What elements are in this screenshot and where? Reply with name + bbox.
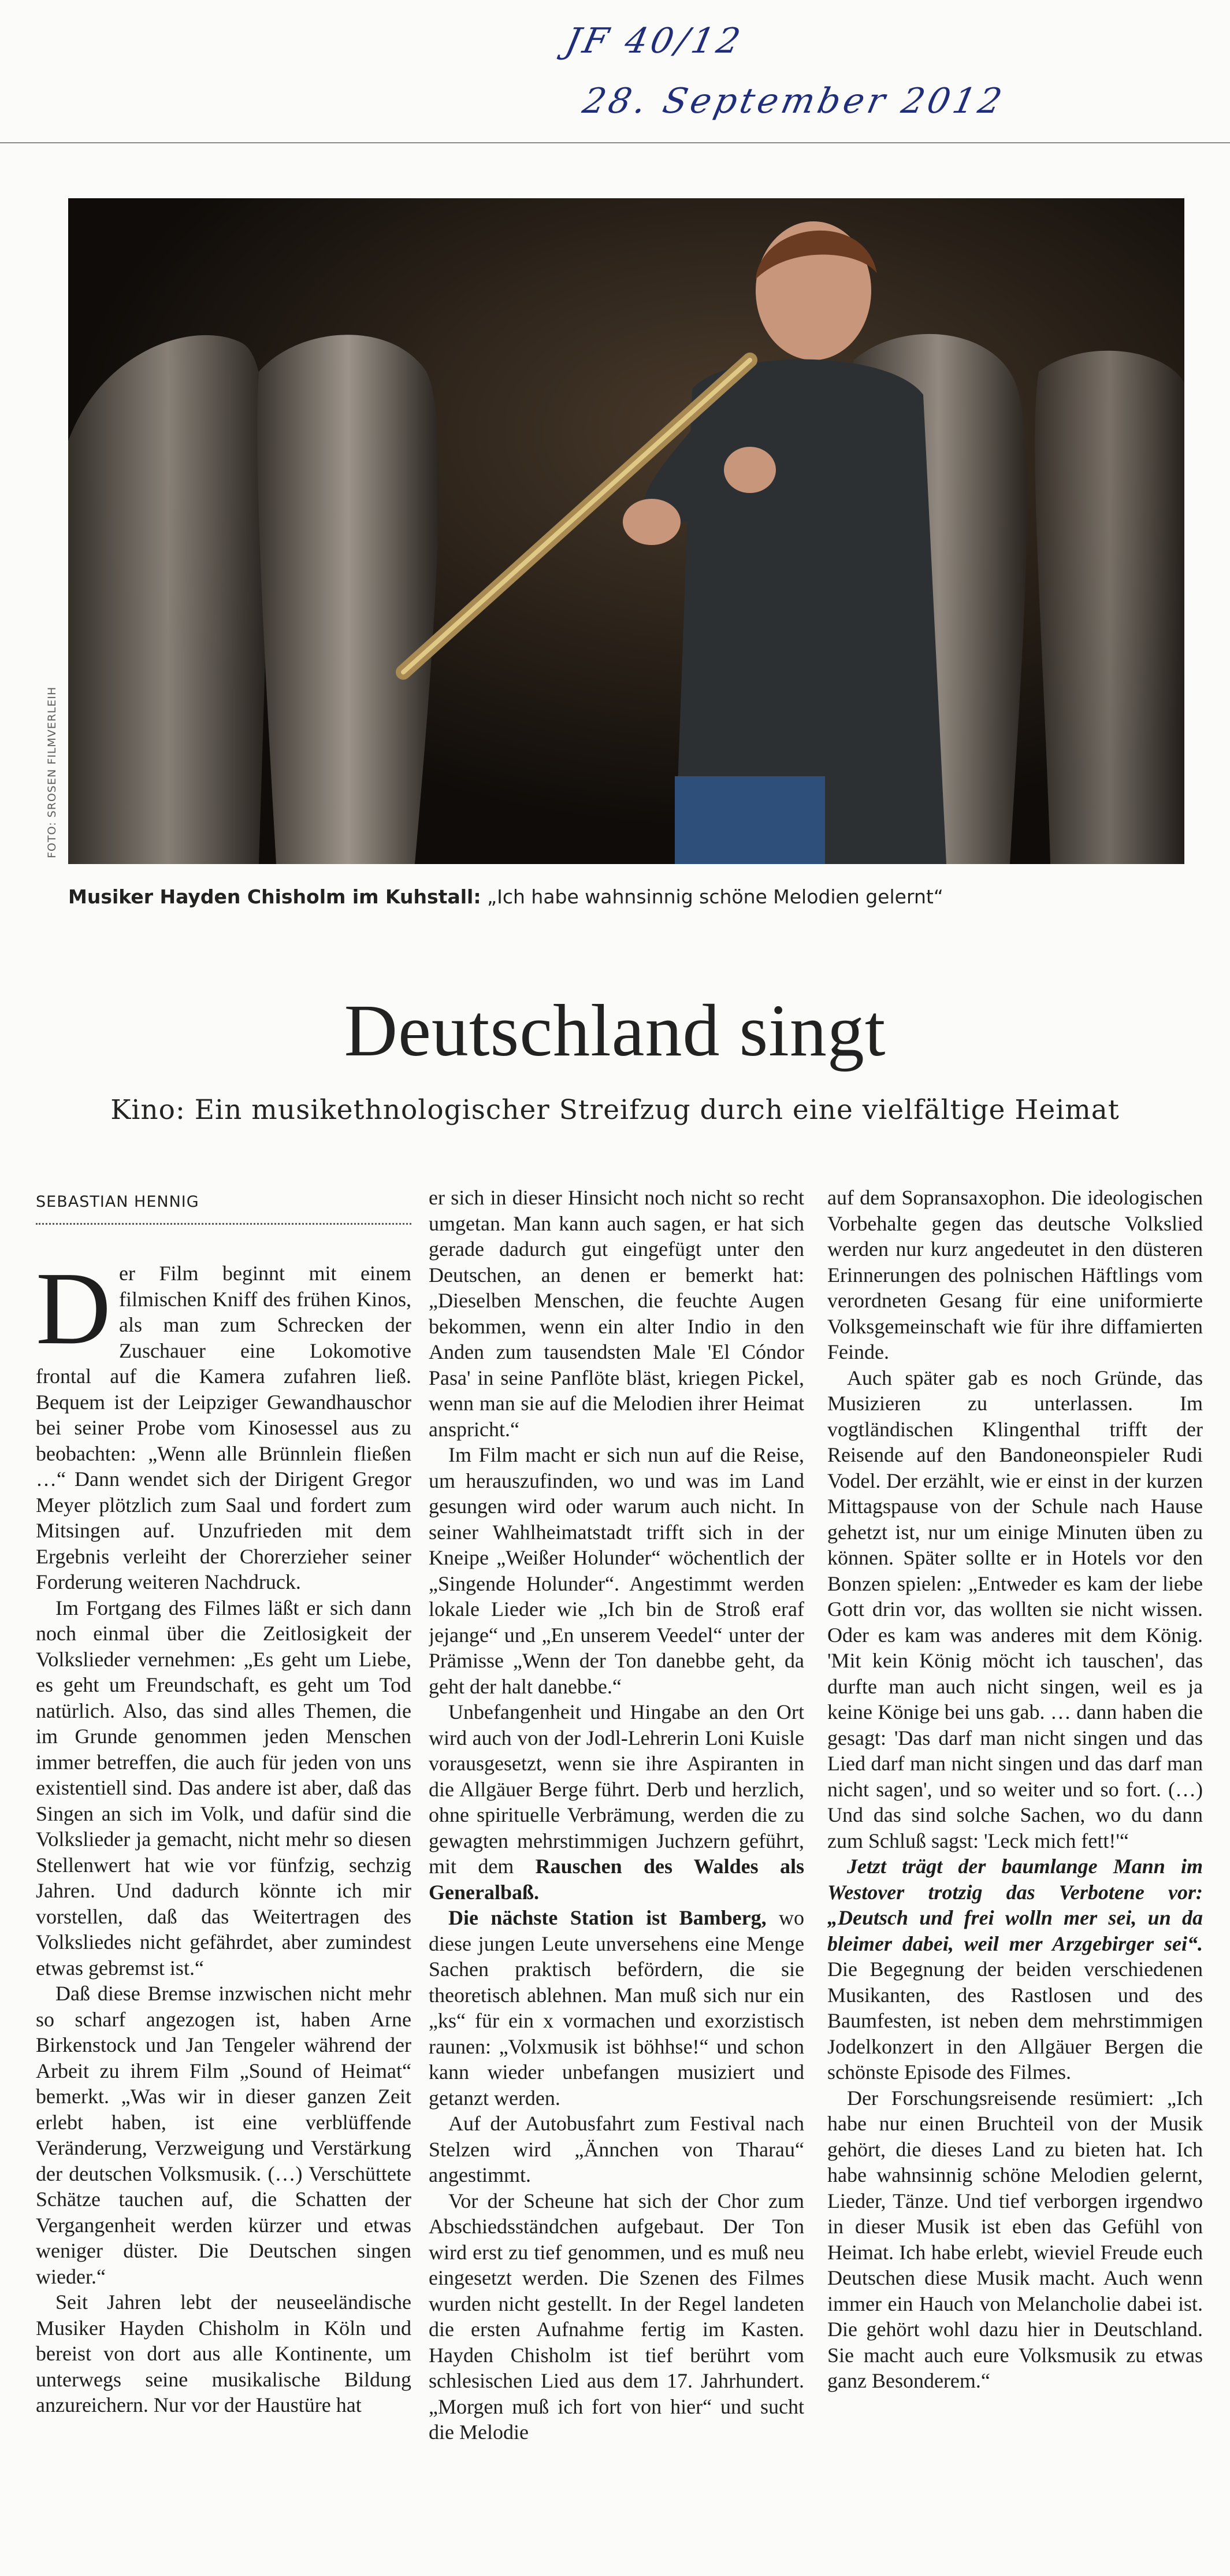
paragraph-text: Unbefangenheit und Hingabe an den Ort wird auch von der Jodl-Lehrerin Loni Kuisle vorausgesetzt, wenn sie ihre Aspiranten in die Allgäuer Berge führt. Derb und herzlich, ohne spirituelle Verbrämung, werden die zu gewagten mehrstimmigen Juchzern geführt, mit dem (429, 1700, 804, 1878)
handwritten-date-note: 28. September 2012 (579, 81, 1009, 121)
paragraph: Der Forschungsreisende resümiert: „Ich habe nur einen Bruchteil von der Musik gehört, die dieses Land zu bieten hat. Ich habe wahnsinnig schöne Melodien gelernt, Lieder, Tänze. Und tief verborgen irgendwo in dieser Musik ist eben das Gefühl von Heimat. Ich habe erlebt, wieviel Freude euch Deutschen diese Musik macht. Auch wenn immer ein Hauch von Melancholie dabei ist. Die gehört wohl dazu hier in Deutschland. Sie macht auch eure Volksmusik zu etwas ganz Besonderem.“ (827, 2086, 1203, 2392)
headline: Deutschland singt (344, 989, 886, 1072)
paragraph: Auf der Autobusfahrt zum Festival nach Stelzen wird „Ännchen von Tharau“ angestimmt. (429, 2112, 804, 2186)
paragraph: Daß diese Bremse inzwischen nicht mehr so scharf angezogen ist, haben Arne Birkenstock und Jan Tengeler während der Arbeit zu ihrem Film „Sound of Heimat“ bemerkt. „Was wir in dieser ganzen Zeit erlebt haben, ist eine verblüffende Veränderung, Verzweigung und Verstärkung der deutschen Volksmusik. (…) Verschüttete Schätze tauchen auf, die Schatten der Vergangenheit werden kürzer und etwas weniger düster. Die Deutschen singen wieder.“ (36, 1982, 411, 2288)
subheadline: Kino: Ein musikethnologischer Streifzug durch eine vielfältige Heimat (110, 1094, 1120, 1126)
paragraph: Im Fortgang des Filmes läßt er sich dann noch einmal über die Zeitlosigkeit der Volkslieder vernehmen: „Es geht um Liebe, es geht um Freundschaft, es geht um Tod natürlich. Also, das sind alles Themen, die im Grunde genommen jeden Menschen immer betreffen, die auch für jeden von uns existentiell sind. Das andere ist aber, daß das Singen an sich im Volk, und dafür sind die Volkslieder ja gemacht, nicht mehr so diesen Stellenwert hat wie vor fünfzig, sechzig Jahren. Und dadurch könnte ich mir vorstellen, daß das Weitertragen des Volksliedes nicht gefährdet, aber zumindest etwas gebremst ist.“ (36, 1596, 411, 1980)
paragraph-text: wo diese jungen Leute unversehens eine Menge Sachen praktisch befördern, die sie theoretisch ablehnen. Man muß sich nur ein „ks“ für ein x vormachen und exorzistisch raunen: „Volxmusik ist böhhse!“ und schon kann wieder unbefangen musiziert und getanzt werden. (429, 1906, 804, 2110)
highlighted-phrase: Die nächste Station ist Bamberg, (448, 1906, 767, 1929)
caption-lead: Musiker Hayden Chisholm im Kuhstall: (68, 885, 481, 908)
photo-caption (68, 885, 1184, 908)
paragraph-text: Die Begegnung der beiden verschiedenen Musikanten, des Rastlosen und des Baumfesten, ist neben dem mehrstimmigen Jodelkonzert in den Allgäuer Bergen die schönste Episode des Filmes. (827, 1958, 1203, 2084)
paragraph (36, 1251, 411, 1595)
cowshed-musician-illustration (68, 198, 1184, 864)
highlighted-phrase: Rauschen des Waldes als Generalbaß. (429, 1855, 804, 1904)
highlighted-quote: Jetzt trägt der baumlange Mann im Westover trotzig das Verbotene vor: „Deutsch und frei wolln mer sei, un da bleimer dabei, weil mer Arzgebirger sei“. (827, 1855, 1203, 1955)
article-photo (68, 198, 1184, 864)
byline-divider (36, 1223, 411, 1225)
paragraph: auf dem Sopransaxophon. Die ideologischen Vorbehalte gegen das deutsche Volkslied werden nur kurz angedeutet in den düsteren Erinnerungen des polnischen Häftlings vom verordneten Gesang für eine uniformierte Volksgemeinschaft wie für ihre diffamierten Feinde. (827, 1186, 1203, 1363)
article-column-1 (36, 1185, 411, 2572)
photo-credit: FOTO: SROSEN FILMVERLEIH (46, 686, 58, 858)
top-divider (0, 142, 1230, 143)
article-column-2 (429, 1185, 804, 2572)
paragraph: Seit Jahren lebt der neuseeländische Musiker Hayden Chisholm in Köln und bereist von dort aus alle Kontinente, um unterwegs seine musikalische Bildung anzureichern. Nur vor der Haustüre hat (36, 2290, 411, 2416)
handwritten-issue-note: JF 40/12 (562, 21, 748, 61)
byline: SEBASTIAN HENNIG (36, 1193, 199, 1211)
paragraph (429, 1905, 804, 2111)
caption-quote: „Ich habe wahnsinnig schöne Melodien gelernt“ (481, 885, 943, 908)
paragraph (827, 1854, 1203, 2085)
article-column-3 (827, 1185, 1203, 2572)
paragraph: Auch später gab es noch Gründe, das Musizieren zu unterlassen. Im vogtländischen Klingenthal trifft der Reisende auf den Bandoneonspieler Rudi Vodel. Der erzählt, wie er einst in der kurzen Mittagspause von der Schule nach Hause gehetzt ist, nur um einige Minuten üben zu können. Später sollte er in Hotels vor den Bonzen spielen: „Entweder es kam der liebe Gott drin vor, das wollten sie nicht wissen. Oder es kam was anderes mit dem König. 'Mit kein König möcht ich tauschen', das durfte man auch nicht singen, weil es ja keine Könige bei uns gab. … dann haben die gesagt: 'Das darf man nicht singen und das Lied darf man nicht singen und das darf man nicht sagen', und so weiter und so fort. (…) Und das sind solche Sachen, wo du dann zum Schluß sagst: 'Leck mich fett!'“ (827, 1366, 1203, 1852)
paragraph: er sich in dieser Hinsicht noch nicht so recht umgetan. Man kann auch sagen, er hat sich gerade dadurch gut eingefügt unter den Deutschen, an denen er bemerkt hat: „Dieselben Menschen, die feuchte Augen bekommen, wenn ein alter Indio in den Anden zum tausendsten Male 'El Cóndor Pasa' in seine Panflöte bläst, kriegen Pickel, wenn man sie auf die Melodien ihrer Heimat anspricht.“ (429, 1186, 804, 1441)
paragraph: Vor der Scheune hat sich der Chor zum Abschiedsständchen aufgebaut. Der Ton wird erst zu tief genommen, und es muß neu eingesetzt werden. Die Szenen des Filmes wurden nicht gestellt. In der Regel landeten die ersten Aufnahme fertig im Kasten. Hayden Chisholm ist tief berührt vom schlesischen Lied aus dem 17. Jahrhundert. „Morgen muß ich fort von hier“ und sucht die Melodie (429, 2189, 804, 2444)
drop-cap: D (36, 1251, 111, 1366)
paragraph: Im Film macht er sich nun auf die Reise, um herauszufinden, wo und was im Land gesungen wird oder warum auch nicht. In seiner Wahlheimatstadt trifft sich in der Kneipe „Weißer Holunder“ wöchentlich der „Singende Holunder“. Angestimmt werden lokale Lieder wie „Ich bin de Stroß eraf jejange“ und „En unserem Veedel“ unter der Prämisse „Wenn der Ton danebbe geht, da geht der halt danebbe.“ (429, 1443, 804, 1698)
paragraph (429, 1699, 804, 1905)
paragraph-text: er Film beginnt mit einem filmischen Kniff des frühen Kinos, als man zum Schrecken der Zuschauer eine Lokomotive frontal auf die Kamera zufahren ließ. Bequem ist der Leipziger Gewandhauschor bei seiner Probe vom Kinosessel aus zu beobachten: „Wenn alle Brünnlein fließen …“ Dann wendet sich der Dirigent Gregor Meyer plötzlich zum Saal und fordert zum Mitsingen auf. Unzufrieden mit dem Ergebnis verleiht der Chorerzieher seiner Forderung weiteren Nachdruck. (36, 1262, 411, 1593)
